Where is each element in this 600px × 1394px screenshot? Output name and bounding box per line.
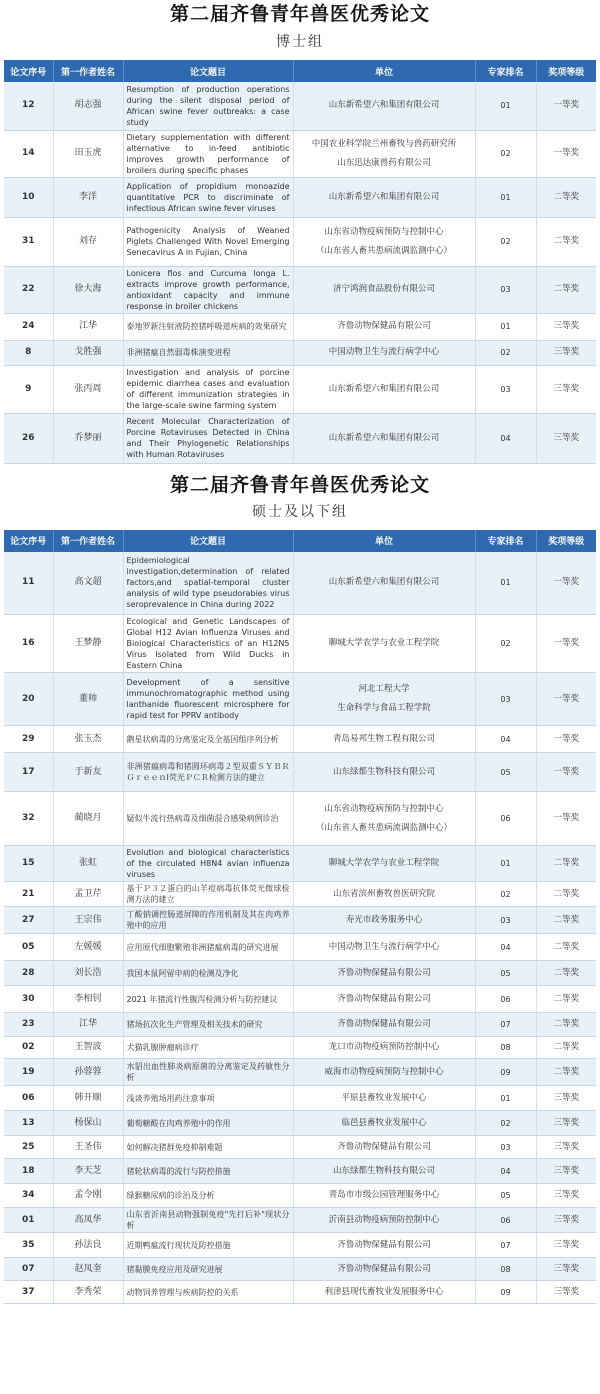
- paper-title: 水貂出血性肺炎病原菌的分离鉴定及药敏性分析: [123, 1059, 293, 1086]
- table-row: [4, 792, 596, 846]
- award-level: 三等奖: [536, 1111, 596, 1136]
- paper-number: 31: [4, 217, 53, 266]
- table-row: [4, 986, 596, 1013]
- paper-number: 9: [4, 365, 53, 413]
- header-paper: 论文题目: [123, 530, 293, 552]
- author-name: 张丙周: [53, 365, 123, 413]
- unit-name: [293, 986, 475, 1013]
- unit-line: 山东新希望六和集团有限公司: [328, 577, 440, 588]
- paper-number: 22: [4, 266, 53, 313]
- paper-title: 泰地罗新注射液防控猪呼吸道疾病的效果研究: [123, 313, 293, 340]
- unit-name: [293, 961, 475, 986]
- table-row: [4, 1258, 596, 1281]
- author-name: 孟卫芹: [53, 882, 123, 907]
- unit-line: 山东新希望六和集团有限公司: [328, 191, 440, 202]
- unit-name: [293, 1233, 475, 1258]
- expert-rank: 01: [475, 82, 536, 130]
- award-level: 三等奖: [536, 1159, 596, 1184]
- table-row: [4, 1208, 596, 1233]
- award-level: 一等奖: [536, 130, 596, 177]
- expert-rank: 03: [475, 907, 536, 934]
- page: [0, 3, 600, 1304]
- table-header-row: [4, 530, 596, 552]
- paper-number: 37: [4, 1281, 53, 1304]
- author-name: 孙法良: [53, 1233, 123, 1258]
- author-name: 王梦静: [53, 615, 123, 673]
- masters-section: [0, 474, 600, 1305]
- unit-line: 聊城大学农学与农业工程学院: [328, 638, 440, 648]
- doctorate-table: [4, 60, 596, 464]
- paper-title: Lonicera flos and Curcuma longa L. extracts improve growth performance, antioxidant capacity and immune response in broiler chickens: [123, 266, 293, 313]
- unit-line: 齐鲁动物保健品有限公司: [337, 1019, 431, 1029]
- table-row: [4, 217, 596, 266]
- paper-title: 鹅星状病毒的分离鉴定及全基因组序列分析: [123, 726, 293, 753]
- table-row: [4, 82, 596, 130]
- paper-number: 10: [4, 177, 53, 217]
- paper-title: 如何解决猪群免疫抑制难题: [123, 1136, 293, 1159]
- author-name: 王圣伟: [53, 1136, 123, 1159]
- table-row: [4, 177, 596, 217]
- paper-number: 30: [4, 986, 53, 1013]
- award-level: 一等奖: [536, 726, 596, 753]
- paper-title: 我国本鼠阿留申病的检测及净化: [123, 961, 293, 986]
- table-row: [4, 365, 596, 413]
- author-name: 李相钊: [53, 986, 123, 1013]
- unit-name: [293, 792, 475, 846]
- expert-rank: 09: [475, 1281, 536, 1304]
- unit-name: [293, 1111, 475, 1136]
- author-name: 李洋: [53, 177, 123, 217]
- table-row: [4, 882, 596, 907]
- author-name: 胡志强: [53, 82, 123, 130]
- table-row: [4, 1281, 596, 1304]
- paper-title: 犬猫乳腺肿瘤病诊疗: [123, 1037, 293, 1059]
- award-level: 二等奖: [536, 1059, 596, 1086]
- table-row: [4, 961, 596, 986]
- author-name: 乔梦丽: [53, 413, 123, 463]
- header-unit: 单位: [293, 530, 475, 552]
- author-name: 蔺晓月: [53, 792, 123, 846]
- header-unit: 单位: [293, 60, 475, 82]
- expert-rank: 03: [475, 673, 536, 726]
- author-name: 刘存: [53, 217, 123, 266]
- unit-line: 青岛易邦生物工程有限公司: [332, 733, 435, 744]
- masters-table: [4, 530, 596, 1305]
- paper-number: 05: [4, 934, 53, 961]
- award-level: 一等奖: [536, 82, 596, 130]
- expert-rank: 02: [475, 882, 536, 907]
- author-name: 刘长浩: [53, 961, 123, 986]
- paper-number: 21: [4, 882, 53, 907]
- unit-line: 中国动物卫生与流行病学中心: [328, 347, 440, 357]
- author-name: 王宗伟: [53, 907, 123, 934]
- unit-name: [293, 726, 475, 753]
- unit-line: 齐鲁动物保健品有限公司: [337, 321, 431, 331]
- paper-number: 23: [4, 1013, 53, 1037]
- expert-rank: 03: [475, 1136, 536, 1159]
- table-header-row: [4, 60, 596, 82]
- table-row: [4, 1111, 596, 1136]
- award-level: 三等奖: [536, 1233, 596, 1258]
- header-no: 论文序号: [4, 530, 53, 552]
- unit-line: 青岛市市级公园管理服务中心: [328, 1190, 440, 1200]
- award-level: 三等奖: [536, 1208, 596, 1233]
- paper-number: 28: [4, 961, 53, 986]
- section-title: 第二届齐鲁青年兽医优秀论文: [169, 3, 430, 25]
- section-title: 第二届齐鲁青年兽医优秀论文: [169, 473, 430, 496]
- table-row: [4, 313, 596, 340]
- unit-name: [293, 615, 475, 673]
- paper-number: 8: [4, 340, 53, 365]
- table-row: [4, 1037, 596, 1059]
- paper-title: Pathogenicity Analysis of Weaned Piglets Challenged With Novel Emerging Senecavirus A in Fujian, China: [123, 217, 293, 266]
- doctorate-section: [0, 3, 600, 464]
- unit-line: 山东绿都生物科技有限公司: [332, 1165, 435, 1176]
- paper-number: 19: [4, 1059, 53, 1086]
- unit-name: [293, 882, 475, 907]
- expert-rank: 01: [475, 1086, 536, 1111]
- expert-rank: 01: [475, 846, 536, 882]
- unit-name: [293, 1159, 475, 1184]
- author-name: 张玉杰: [53, 726, 123, 753]
- table-row: [4, 266, 596, 313]
- paper-title: Epidemiological investigation,determination of related factors,and spatial-temporal cluster analysis of wild type pseudorabies virus seroprevalence in China during 2022: [123, 552, 293, 615]
- table-row: [4, 846, 596, 882]
- paper-title: 葡萄糖酸在肉鸡养殖中的作用: [123, 1111, 293, 1136]
- award-level: 三等奖: [536, 365, 596, 413]
- paper-title: 基于Ｐ３２蛋白的山羊痘病毒抗体荧光微球检测方法的建立: [123, 882, 293, 907]
- paper-number: 11: [4, 552, 53, 615]
- paper-title: 疑似牛流行热病毒及细菌混合感染病例诊治: [123, 792, 293, 846]
- paper-number: 02: [4, 1037, 53, 1059]
- paper-title: Investigation and analysis of porcine epidemic diarrhea cases and evaluation of different immunization strategies in the large-scale swine farming system: [123, 365, 293, 413]
- expert-rank: 08: [475, 1037, 536, 1059]
- expert-rank: 06: [475, 792, 536, 846]
- unit-name: [293, 340, 475, 365]
- paper-number: 24: [4, 313, 53, 340]
- paper-title: 绿猴糖尿病的诊治及分析: [123, 1184, 293, 1208]
- award-level: 二等奖: [536, 846, 596, 882]
- award-level: 一等奖: [536, 552, 596, 615]
- paper-number: 20: [4, 673, 53, 726]
- table-row: [4, 907, 596, 934]
- unit-line-2: （山东省人畜共患病流调监测中心）: [315, 822, 452, 833]
- award-level: 一等奖: [536, 753, 596, 792]
- table-row: [4, 753, 596, 792]
- table-row: [4, 1059, 596, 1086]
- table-row: [4, 615, 596, 673]
- expert-rank: 05: [475, 753, 536, 792]
- header-rank: 专家排名: [475, 530, 536, 552]
- unit-line-2: 山东迅达康兽药有限公司: [337, 157, 431, 168]
- table-row: [4, 1184, 596, 1208]
- author-name: 李天芝: [53, 1159, 123, 1184]
- table-row: [4, 1136, 596, 1159]
- paper-title: Evolution and biological characteristics of the circulated H8N4 avian influenza viruses: [123, 846, 293, 882]
- author-name: 董帅: [53, 673, 123, 726]
- author-name: 戈胜强: [53, 340, 123, 365]
- doctorate-table-body: [4, 82, 596, 463]
- header-author: 第一作者姓名: [53, 530, 123, 552]
- author-name: 王智波: [53, 1037, 123, 1059]
- paper-title: 非洲猪瘟病毒和猪圆环病毒２型双重ＳＹＢＲＧｒｅｅｎⅠ荧光ＰＣＲ检测方法的建立: [123, 753, 293, 792]
- unit-line: 中国动物卫生与流行病学中心: [328, 941, 440, 952]
- author-name: 杨保山: [53, 1111, 123, 1136]
- paper-number: 06: [4, 1086, 53, 1111]
- award-level: 二等奖: [536, 266, 596, 313]
- section-subtitle: 硕士及以下组: [252, 503, 348, 520]
- expert-rank: 07: [475, 1233, 536, 1258]
- award-level: 三等奖: [536, 413, 596, 463]
- expert-rank: 04: [475, 413, 536, 463]
- award-level: 三等奖: [536, 1258, 596, 1281]
- author-name: 张虹: [53, 846, 123, 882]
- unit-line: 山东新希望六和集团有限公司: [328, 432, 440, 443]
- unit-name: [293, 1059, 475, 1086]
- header-no: 论文序号: [4, 60, 53, 82]
- author-name: 李秀荣: [53, 1281, 123, 1304]
- table-row: [4, 413, 596, 463]
- expert-rank: 05: [475, 1184, 536, 1208]
- paper-title: Resumption of production operations during the silent disposal period of African swine fever outbreaks: a case study: [123, 82, 293, 130]
- paper-number: 17: [4, 753, 53, 792]
- paper-title: 猪轮状病毒的流行与防控措施: [123, 1159, 293, 1184]
- expert-rank: 06: [475, 1208, 536, 1233]
- unit-line: 齐鲁动物保健品有限公司: [337, 1239, 431, 1250]
- unit-name: [293, 552, 475, 615]
- expert-rank: 05: [475, 961, 536, 986]
- unit-name: [293, 846, 475, 882]
- unit-name: [293, 365, 475, 413]
- paper-number: 29: [4, 726, 53, 753]
- award-level: 一等奖: [536, 673, 596, 726]
- paper-number: 34: [4, 1184, 53, 1208]
- expert-rank: 07: [475, 1013, 536, 1037]
- unit-name: [293, 217, 475, 266]
- table-row: [4, 130, 596, 177]
- author-name: 徐大海: [53, 266, 123, 313]
- paper-title: 应用原代细胞繁殖非洲猪瘟病毒的研究进展: [123, 934, 293, 961]
- unit-name: [293, 266, 475, 313]
- unit-line: 利津县现代畜牧业发展服务中心: [324, 1286, 444, 1297]
- author-name: 高文超: [53, 552, 123, 615]
- section-subtitle: 博士组: [276, 34, 324, 50]
- table-row: [4, 1086, 596, 1111]
- unit-name: [293, 82, 475, 130]
- unit-name: [293, 753, 475, 792]
- award-level: 一等奖: [536, 615, 596, 673]
- award-level: 三等奖: [536, 1086, 596, 1111]
- paper-number: 25: [4, 1136, 53, 1159]
- header-award: 奖项等级: [536, 530, 596, 552]
- paper-number: 18: [4, 1159, 53, 1184]
- author-name: 赵凤奎: [53, 1258, 123, 1281]
- unit-name: [293, 413, 475, 463]
- award-level: 二等奖: [536, 1037, 596, 1059]
- unit-line: 龙口市动物疫病预防控制中心: [328, 1042, 440, 1052]
- header-award: 奖项等级: [536, 60, 596, 82]
- unit-name: [293, 1136, 475, 1159]
- paper-title: 猪黏膜免疫应用及研究进展: [123, 1258, 293, 1281]
- expert-rank: 02: [475, 217, 536, 266]
- award-level: 二等奖: [536, 177, 596, 217]
- table-row: [4, 1013, 596, 1037]
- unit-name: [293, 1013, 475, 1037]
- paper-title: 丁酸钠调控肠道屏障的作用机制及其在肉鸡养殖中的应用: [123, 907, 293, 934]
- unit-line: 山东省动物疫病预防与控制中心: [324, 226, 444, 237]
- header-paper: 论文题目: [123, 60, 293, 82]
- paper-number: 14: [4, 130, 53, 177]
- award-level: 三等奖: [536, 1281, 596, 1304]
- paper-number: 07: [4, 1258, 53, 1281]
- paper-title: Recent Molecular Characterization of Porcine Rotaviruses Detected in China and Their Phylogenetic Relationships with Human Rotaviruses: [123, 413, 293, 463]
- author-name: 江华: [53, 1013, 123, 1037]
- paper-number: 13: [4, 1111, 53, 1136]
- unit-line: 临邑县畜牧业发展中心: [341, 1117, 427, 1128]
- unit-line: 威海市动物疫病预防与控制中心: [324, 1066, 444, 1077]
- paper-title: Ecological and Genetic Landscapes of Global H12 Avian Influenza Viruses and Biological Characteristics of an H12N5 Virus Isolated from Wild Ducks in Eastern China: [123, 615, 293, 673]
- author-name: 左媛媛: [53, 934, 123, 961]
- award-level: 三等奖: [536, 340, 596, 365]
- unit-line-2: （山东省人畜共患病流调监测中心）: [315, 245, 452, 256]
- unit-name: [293, 673, 475, 726]
- expert-rank: 04: [475, 726, 536, 753]
- expert-rank: 09: [475, 1059, 536, 1086]
- unit-line: 山东新希望六和集团有限公司: [328, 383, 440, 394]
- expert-rank: 02: [475, 1111, 536, 1136]
- expert-rank: 02: [475, 340, 536, 365]
- table-row: [4, 1233, 596, 1258]
- table-row: [4, 1159, 596, 1184]
- paper-number: 16: [4, 615, 53, 673]
- author-name: 高凤华: [53, 1208, 123, 1233]
- expert-rank: 02: [475, 130, 536, 177]
- unit-line: 中国农业科学院兰州畜牧与兽药研究所: [311, 138, 457, 149]
- unit-line: 河北工程大学: [358, 684, 410, 694]
- table-row: [4, 552, 596, 615]
- expert-rank: 01: [475, 177, 536, 217]
- unit-line: 齐鲁动物保健品有限公司: [337, 1141, 431, 1152]
- unit-name: [293, 1037, 475, 1059]
- paper-number: 15: [4, 846, 53, 882]
- expert-rank: 01: [475, 313, 536, 340]
- author-name: 江华: [53, 313, 123, 340]
- award-level: 二等奖: [536, 217, 596, 266]
- unit-line: 山东省滨州畜牧兽医研究院: [332, 888, 435, 899]
- unit-line: 济宁鸿润食品股份有限公司: [332, 284, 435, 294]
- award-level: 二等奖: [536, 961, 596, 986]
- unit-line: 平原县畜牧业发展中心: [341, 1092, 427, 1103]
- paper-number: 12: [4, 82, 53, 130]
- paper-number: 01: [4, 1208, 53, 1233]
- award-level: 二等奖: [536, 986, 596, 1013]
- unit-line: 山东新希望六和集团有限公司: [328, 100, 440, 111]
- award-level: 二等奖: [536, 907, 596, 934]
- expert-rank: 04: [475, 934, 536, 961]
- paper-title: Development of a sensitive immunochromatographic method using lanthanide fluorescent microsphere for rapid test for PPRV antibody: [123, 673, 293, 726]
- author-name: 于新友: [53, 753, 123, 792]
- author-name: 孟令刚: [53, 1184, 123, 1208]
- paper-title: 浅谈养殖场用药注意事项: [123, 1086, 293, 1111]
- expert-rank: 03: [475, 365, 536, 413]
- paper-title: 动物饲养管理与疾病防控的关系: [123, 1281, 293, 1304]
- paper-title: 近期鸭瘟流行现状及防控措施: [123, 1233, 293, 1258]
- paper-number: 32: [4, 792, 53, 846]
- unit-name: [293, 313, 475, 340]
- expert-rank: 02: [475, 615, 536, 673]
- award-level: 二等奖: [536, 1013, 596, 1037]
- award-level: 二等奖: [536, 934, 596, 961]
- paper-number: 35: [4, 1233, 53, 1258]
- award-level: 二等奖: [536, 882, 596, 907]
- unit-line: 山东绿都生物科技有限公司: [332, 766, 435, 777]
- expert-rank: 08: [475, 1258, 536, 1281]
- unit-name: [293, 177, 475, 217]
- award-level: 三等奖: [536, 313, 596, 340]
- award-level: 三等奖: [536, 1136, 596, 1159]
- header-rank: 专家排名: [475, 60, 536, 82]
- paper-title: 山东省沂南县动物强制免疫"先打后补"现状分析: [123, 1208, 293, 1233]
- unit-name: [293, 1258, 475, 1281]
- unit-name: [293, 1281, 475, 1304]
- paper-number: 27: [4, 907, 53, 934]
- paper-title: Application of propidium monoazide quantitative PCR to discriminate of infectious African swine fever viruses: [123, 177, 293, 217]
- unit-line: 沂南县动物疫病预防控制中心: [328, 1214, 440, 1225]
- masters-table-body: [4, 552, 596, 1304]
- expert-rank: 03: [475, 266, 536, 313]
- author-name: 田玉虎: [53, 130, 123, 177]
- unit-name: [293, 1208, 475, 1233]
- unit-line-2: 生命科学与食品工程学院: [337, 703, 431, 713]
- award-level: 一等奖: [536, 792, 596, 846]
- paper-number: 26: [4, 413, 53, 463]
- unit-line: 齐鲁动物保健品有限公司: [337, 1263, 431, 1274]
- unit-name: [293, 907, 475, 934]
- paper-title: 非洲猪瘟自然弱毒株演变进程: [123, 340, 293, 365]
- unit-name: [293, 1184, 475, 1208]
- expert-rank: 01: [475, 552, 536, 615]
- table-row: [4, 934, 596, 961]
- unit-line: 齐鲁动物保健品有限公司: [337, 993, 431, 1004]
- table-row: [4, 340, 596, 365]
- table-row: [4, 673, 596, 726]
- table-row: [4, 726, 596, 753]
- paper-title: 猪场抗次化生产管理及相关技术的研究: [123, 1013, 293, 1037]
- unit-line: 齐鲁动物保健品有限公司: [337, 967, 431, 978]
- award-level: 三等奖: [536, 1184, 596, 1208]
- unit-line: 山东省动物疫病预防与控制中心: [324, 803, 444, 814]
- paper-title: 2021 年猪流行性腹泻检测分析与防控建议: [123, 986, 293, 1013]
- unit-line: 聊城大学农学与农业工程学院: [328, 858, 440, 868]
- unit-name: [293, 1086, 475, 1111]
- author-name: 孙蓉蓉: [53, 1059, 123, 1086]
- unit-name: [293, 130, 475, 177]
- paper-title: Dietary supplementation with different alternative to in-feed antibiotic improves growth performance of broilers during specific phases: [123, 130, 293, 177]
- header-author: 第一作者姓名: [53, 60, 123, 82]
- unit-line: 寿光市政务服务中心: [345, 914, 423, 925]
- author-name: 韩开顺: [53, 1086, 123, 1111]
- unit-name: [293, 934, 475, 961]
- expert-rank: 06: [475, 986, 536, 1013]
- expert-rank: 04: [475, 1159, 536, 1184]
